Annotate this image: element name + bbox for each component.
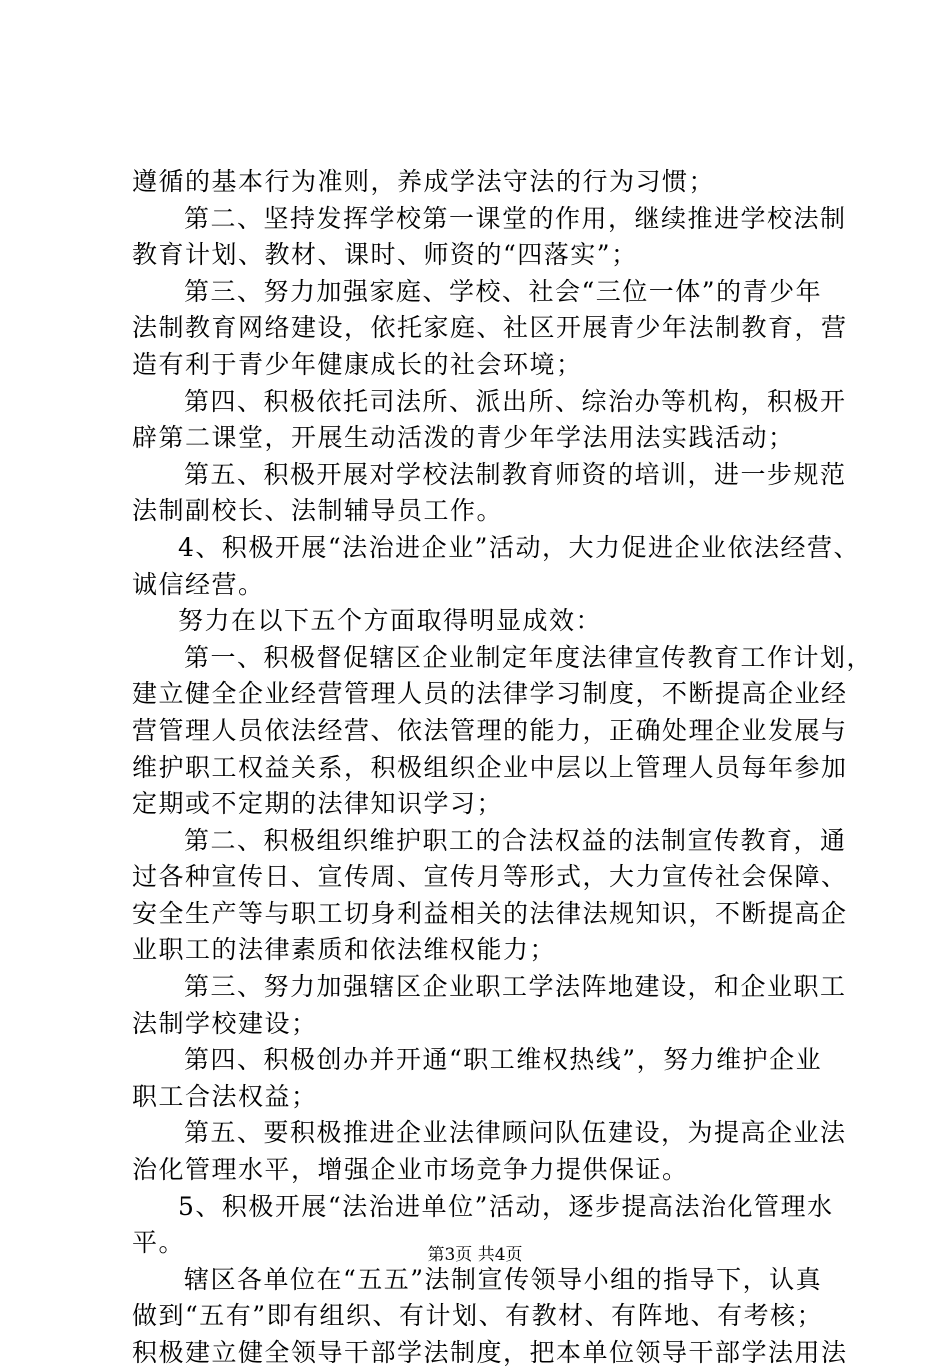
text-line: 安全生产等与职工切身利益相关的法律法规知识，不断提高企 (132, 898, 848, 928)
text-line: 法制教育网络建设，依托家庭、社区开展青少年法制教育，营 (132, 313, 848, 343)
text-line: 做到“五有”即有组织、有计划、有教材、有阵地、有考核； (132, 1301, 824, 1331)
text-line: 平。 (132, 1228, 186, 1258)
text-line: 遵循的基本行为准则，养成学法守法的行为习惯； (132, 167, 716, 196)
text-line: 积极建立健全领导干部学法制度，把本单位领导干部学法用法 (132, 1338, 848, 1367)
text-line: 努力在以下五个方面取得明显成效： (178, 606, 603, 636)
text-line: 建立健全企业经营管理人员的法律学习制度，不断提高企业经 (132, 679, 848, 709)
text-line: 第二、积极组织维护职工的合法权益的法制宣传教育，通 (184, 825, 847, 855)
text-line: 4、积极开展“法治进企业”活动，大力促进企业依法经营、 (178, 532, 860, 562)
text-line: 营管理人员依法经营、依法管理的能力，正确处理企业发展与 (132, 715, 848, 745)
document-body (132, 164, 874, 1372)
text-line: 职工合法权益； (132, 1081, 318, 1111)
page-footer: 第3页 共4页 (427, 1245, 523, 1265)
text-line: 第四、积极依托司法所、派出所、综治办等机构，积极开 (184, 386, 847, 416)
text-line: 造有利于青少年健康成长的社会环境； (132, 349, 583, 379)
text-line: 第五、要积极推进企业法律顾问队伍建设，为提高企业法 (184, 1118, 847, 1148)
text-line: 辖区各单位在“五五”法制宣传领导小组的指导下，认真 (184, 1264, 823, 1294)
text-line: 第三、努力加强辖区企业职工学法阵地建设，和企业职工 (184, 972, 847, 1002)
text-line: 5、积极开展“法治进单位”活动，逐步提高法治化管理水 (178, 1191, 834, 1221)
text-line: 维护职工权益关系，积极组织企业中层以上管理人员每年参加 (132, 752, 848, 782)
text-line: 法制副校长、法制辅导员工作。 (132, 496, 504, 526)
text-line: 第二、坚持发挥学校第一课堂的作用，继续推进学校法制 (184, 203, 847, 233)
text-line: 第四、积极创办并开通“职工维权热线”，努力维护企业 (184, 1045, 823, 1075)
text-line: 诚信经营。 (132, 569, 265, 599)
text-line: 定期或不定期的法律知识学习； (132, 789, 504, 819)
text-line: 辟第二课堂，开展生动活泼的青少年学法用法实践活动； (132, 423, 795, 453)
text-line: 教育计划、教材、课时、师资的“四落实”； (132, 240, 638, 270)
text-line: 第三、努力加强家庭、学校、社会“三位一体”的青少年 (184, 276, 823, 306)
text-line: 业职工的法律素质和依法维权能力； (132, 935, 557, 965)
text-line: 第一、积极督促辖区企业制定年度法律宣传教育工作计划， (184, 642, 874, 672)
text-line: 治化管理水平，增强企业市场竞争力提供保证。 (132, 1155, 689, 1185)
text-line: 法制学校建设； (132, 1008, 318, 1038)
text-line: 第五、积极开展对学校法制教育师资的培训，进一步规范 (184, 459, 847, 489)
text-line: 过各种宣传日、宣传周、宣传月等形式，大力宣传社会保障、 (132, 862, 848, 892)
